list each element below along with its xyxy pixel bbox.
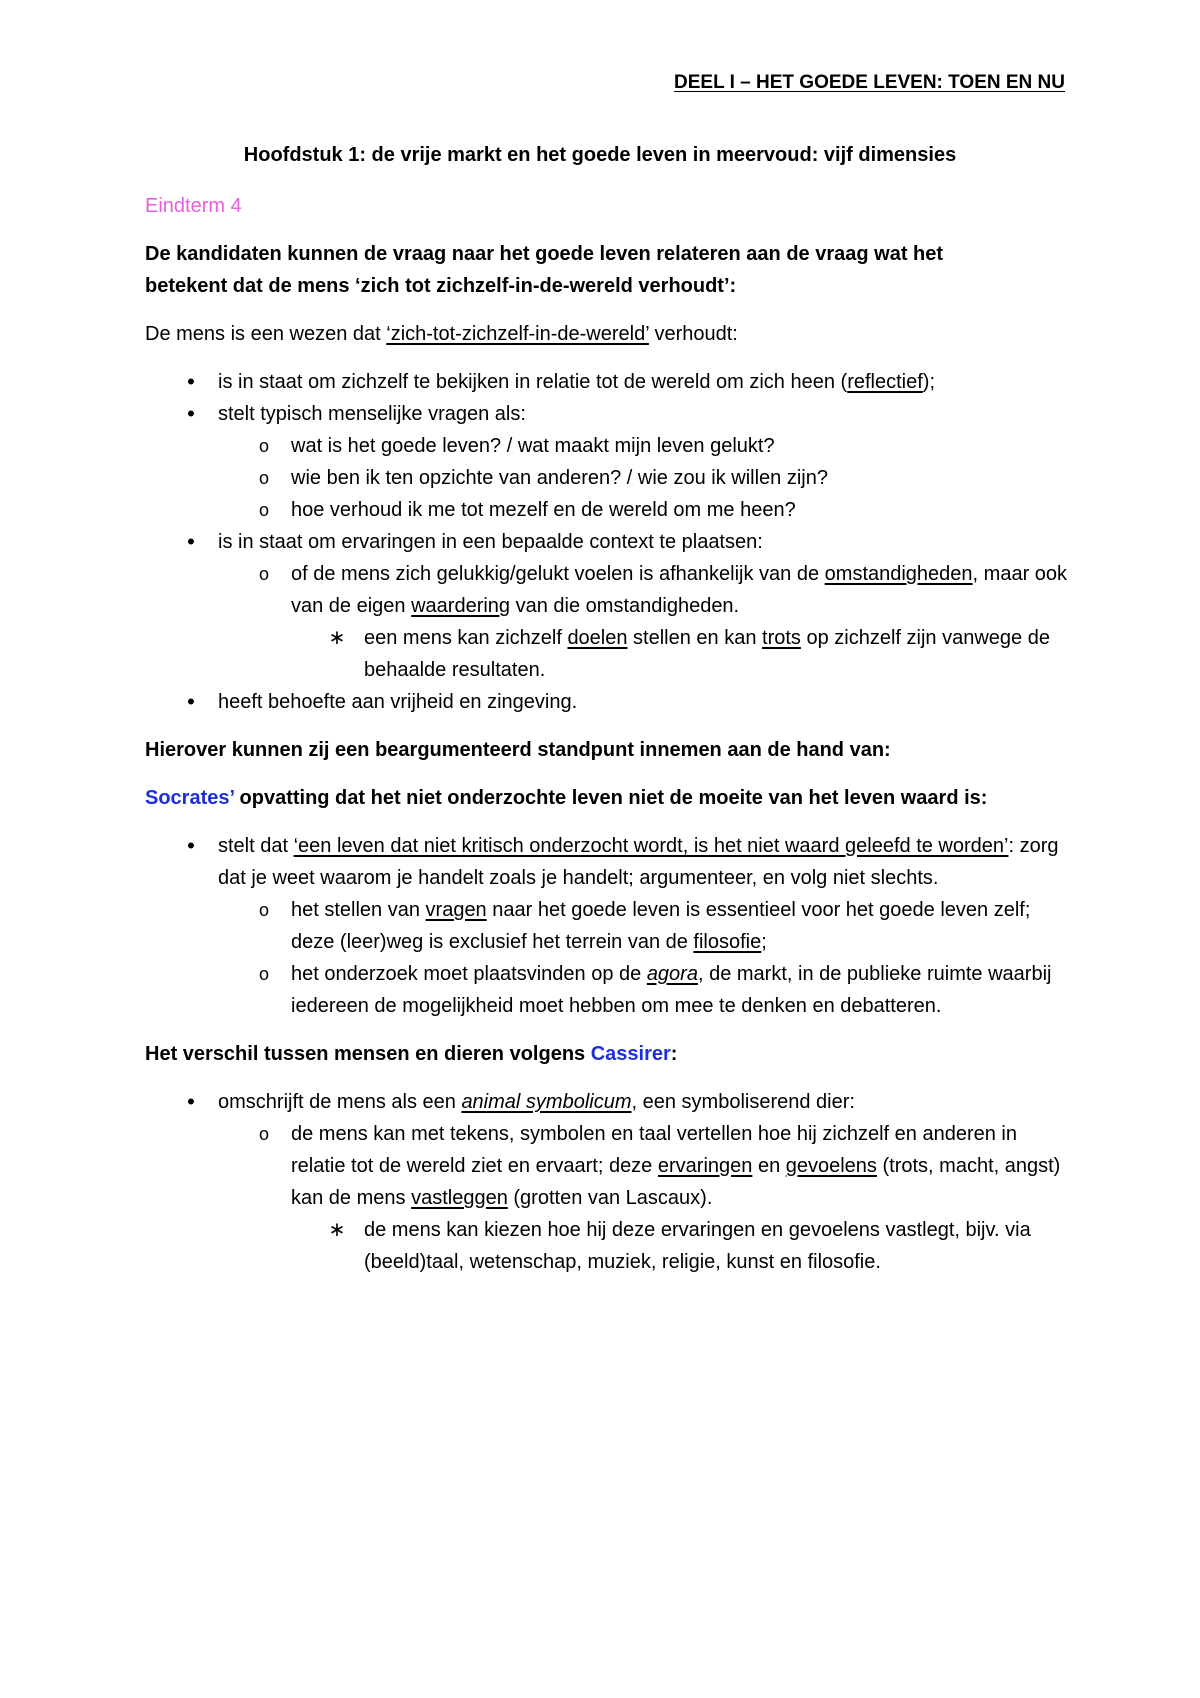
circle-bullet-icon: o — [258, 964, 269, 984]
bullet-icon: • — [187, 689, 195, 714]
definition-post: verhoudt: — [648, 323, 738, 345]
item-term: waardering — [411, 595, 511, 617]
item-term: doelen — [567, 627, 628, 649]
cassirer-name: Cassirer — [590, 1043, 671, 1065]
item-text: wie ben ik ten opzichte van anderen? / wie zou ik willen zijn? — [291, 467, 828, 489]
circle-bullet-icon: o — [258, 436, 269, 456]
definition-paragraph — [145, 318, 1070, 350]
item-text: een mens kan zichzelf — [364, 627, 568, 649]
list-item — [145, 1214, 1070, 1278]
socrates-name: Socrates’ — [145, 787, 234, 809]
bullet-icon: • — [187, 401, 195, 426]
item-term: reflectief — [847, 371, 923, 393]
item-text: van die omstandigheden. — [510, 595, 740, 617]
chapter-title: Hoofdstuk 1: de vrije markt en het goede leven in meervoud: vijf dimensies — [243, 144, 957, 166]
item-text: (trots, macht, angst) kan de mens — [291, 1155, 1061, 1209]
intro-line-1: De kandidaten kunnen de vraag naar het goede leven relateren aan de vraag wat het — [145, 243, 944, 265]
item-term: ervaringen — [657, 1155, 753, 1177]
item-text: , maar ook van de eigen — [291, 563, 1068, 617]
item-term: filosofie — [693, 931, 762, 953]
item-text: , de markt, in de publieke ruimte waarbij iedereen de mogelijkheid moet hebben om mee te denken en debatteren. — [291, 963, 1052, 1017]
item-term: trots — [762, 627, 801, 649]
bullet-icon: • — [187, 1089, 195, 1114]
star-bullet-icon: ∗ — [328, 627, 346, 649]
socrates-heading — [145, 782, 1070, 814]
list-item — [145, 430, 1070, 462]
circle-bullet-icon: o — [258, 900, 269, 920]
eindterm-heading: Eindterm 4 — [145, 195, 242, 217]
circle-bullet-icon: o — [258, 1124, 269, 1144]
item-text: wat is het goede leven? / wat maakt mijn leven gelukt? — [291, 435, 775, 457]
document-body — [145, 190, 1070, 1278]
star-bullet-icon: ∗ — [328, 1219, 346, 1241]
item-text: ); — [922, 371, 936, 393]
bullet-icon: • — [187, 833, 195, 858]
stance-heading: Hierover kunnen zij een beargumenteerd standpunt innemen aan de hand van: — [145, 739, 891, 761]
item-text: is in staat om zichzelf te bekijken in relatie tot de wereld om zich heen ( — [218, 371, 848, 393]
item-term: vragen — [425, 899, 487, 921]
item-text: op zichzelf zijn vanwege de behaalde resultaten. — [364, 627, 1050, 681]
definition-pre: De mens is een wezen dat — [145, 323, 387, 345]
item-text: omschrijft de mens als een — [218, 1091, 462, 1113]
item-text: stelt typisch menselijke vragen als: — [218, 403, 526, 425]
list-item — [145, 1118, 1070, 1214]
cassirer-colon: : — [670, 1043, 678, 1065]
item-term: vastleggen — [411, 1187, 508, 1209]
item-text: (grotten van Lascaux). — [507, 1187, 713, 1209]
cassirer-heading-text: Het verschil tussen mensen en dieren volgens — [145, 1043, 591, 1065]
item-text: hoe verhoud ik me tot mezelf en de wereld om me heen? — [291, 499, 796, 521]
item-text: het stellen van — [291, 899, 426, 921]
item-text: het onderzoek moet plaatsvinden op de — [291, 963, 647, 985]
circle-bullet-icon: o — [258, 468, 269, 488]
cassirer-heading — [145, 1038, 1070, 1070]
list-item — [145, 462, 1070, 494]
list-item — [145, 494, 1070, 526]
list-item — [145, 958, 1070, 1022]
cassirer-list — [145, 1086, 1070, 1278]
list-item — [145, 1086, 1070, 1118]
item-text: en — [752, 1155, 786, 1177]
bullet-icon: • — [187, 369, 195, 394]
item-quote: ‘een leven dat niet kritisch onderzocht wordt, is het niet waard geleefd te worden’ — [293, 835, 1009, 857]
socrates-heading-text: opvatting dat het niet onderzochte leven niet de moeite van het leven waard is: — [233, 787, 988, 809]
item-text: ; — [761, 931, 767, 953]
bullet-icon: • — [187, 529, 195, 554]
item-term: agora — [646, 963, 698, 985]
list-item — [145, 622, 1070, 686]
item-text: naar het goede leven is essentieel voor het goede leven zelf; deze (leer)weg is exclusief het terrein van de — [291, 899, 1031, 953]
list-item — [145, 526, 1070, 558]
definition-term: ‘zich-tot-zichzelf-in-de-wereld’ — [386, 323, 649, 345]
list-item — [145, 686, 1070, 718]
item-text: : zorg dat je weet waarom je handelt zoals je handelt; argumenteer, en volg niet slechts. — [218, 835, 1059, 889]
socrates-list — [145, 830, 1070, 1022]
item-text: is in staat om ervaringen in een bepaalde context te plaatsen: — [218, 531, 763, 553]
list-item — [145, 830, 1070, 894]
list-item — [145, 894, 1070, 958]
list-item — [145, 398, 1070, 430]
list-item — [145, 558, 1070, 622]
item-text: stellen en kan — [627, 627, 763, 649]
circle-bullet-icon: o — [258, 564, 269, 584]
definition-list — [145, 366, 1070, 718]
item-text: heeft behoefte aan vrijheid en zingeving. — [218, 691, 578, 713]
item-term: omstandigheden — [824, 563, 973, 585]
item-text: , een symboliserend dier: — [631, 1091, 855, 1113]
item-term: gevoelens — [785, 1155, 877, 1177]
list-item — [145, 366, 1070, 398]
item-text: of de mens zich gelukkig/gelukt voelen is afhankelijk van de — [291, 563, 825, 585]
item-text: stelt dat — [218, 835, 294, 857]
item-text: de mens kan met tekens, symbolen en taal vertellen hoe hij zichzelf en anderen in relatie tot de wereld ziet en ervaart; deze — [291, 1123, 1017, 1177]
intro-paragraph — [145, 238, 1070, 302]
intro-line-2: betekent dat de mens ‘zich tot zichzelf-in-de-wereld verhoudt’: — [145, 275, 737, 297]
item-term: animal symbolicum — [461, 1091, 632, 1113]
page-header: DEEL I – HET GOEDE LEVEN: TOEN EN NU — [674, 72, 1065, 93]
item-text: de mens kan kiezen hoe hij deze ervaringen en gevoelens vastlegt, bijv. via (beeld)taal, wetenschap, muziek, religie, kunst en filosofie. — [364, 1219, 1031, 1273]
circle-bullet-icon: o — [258, 500, 269, 520]
